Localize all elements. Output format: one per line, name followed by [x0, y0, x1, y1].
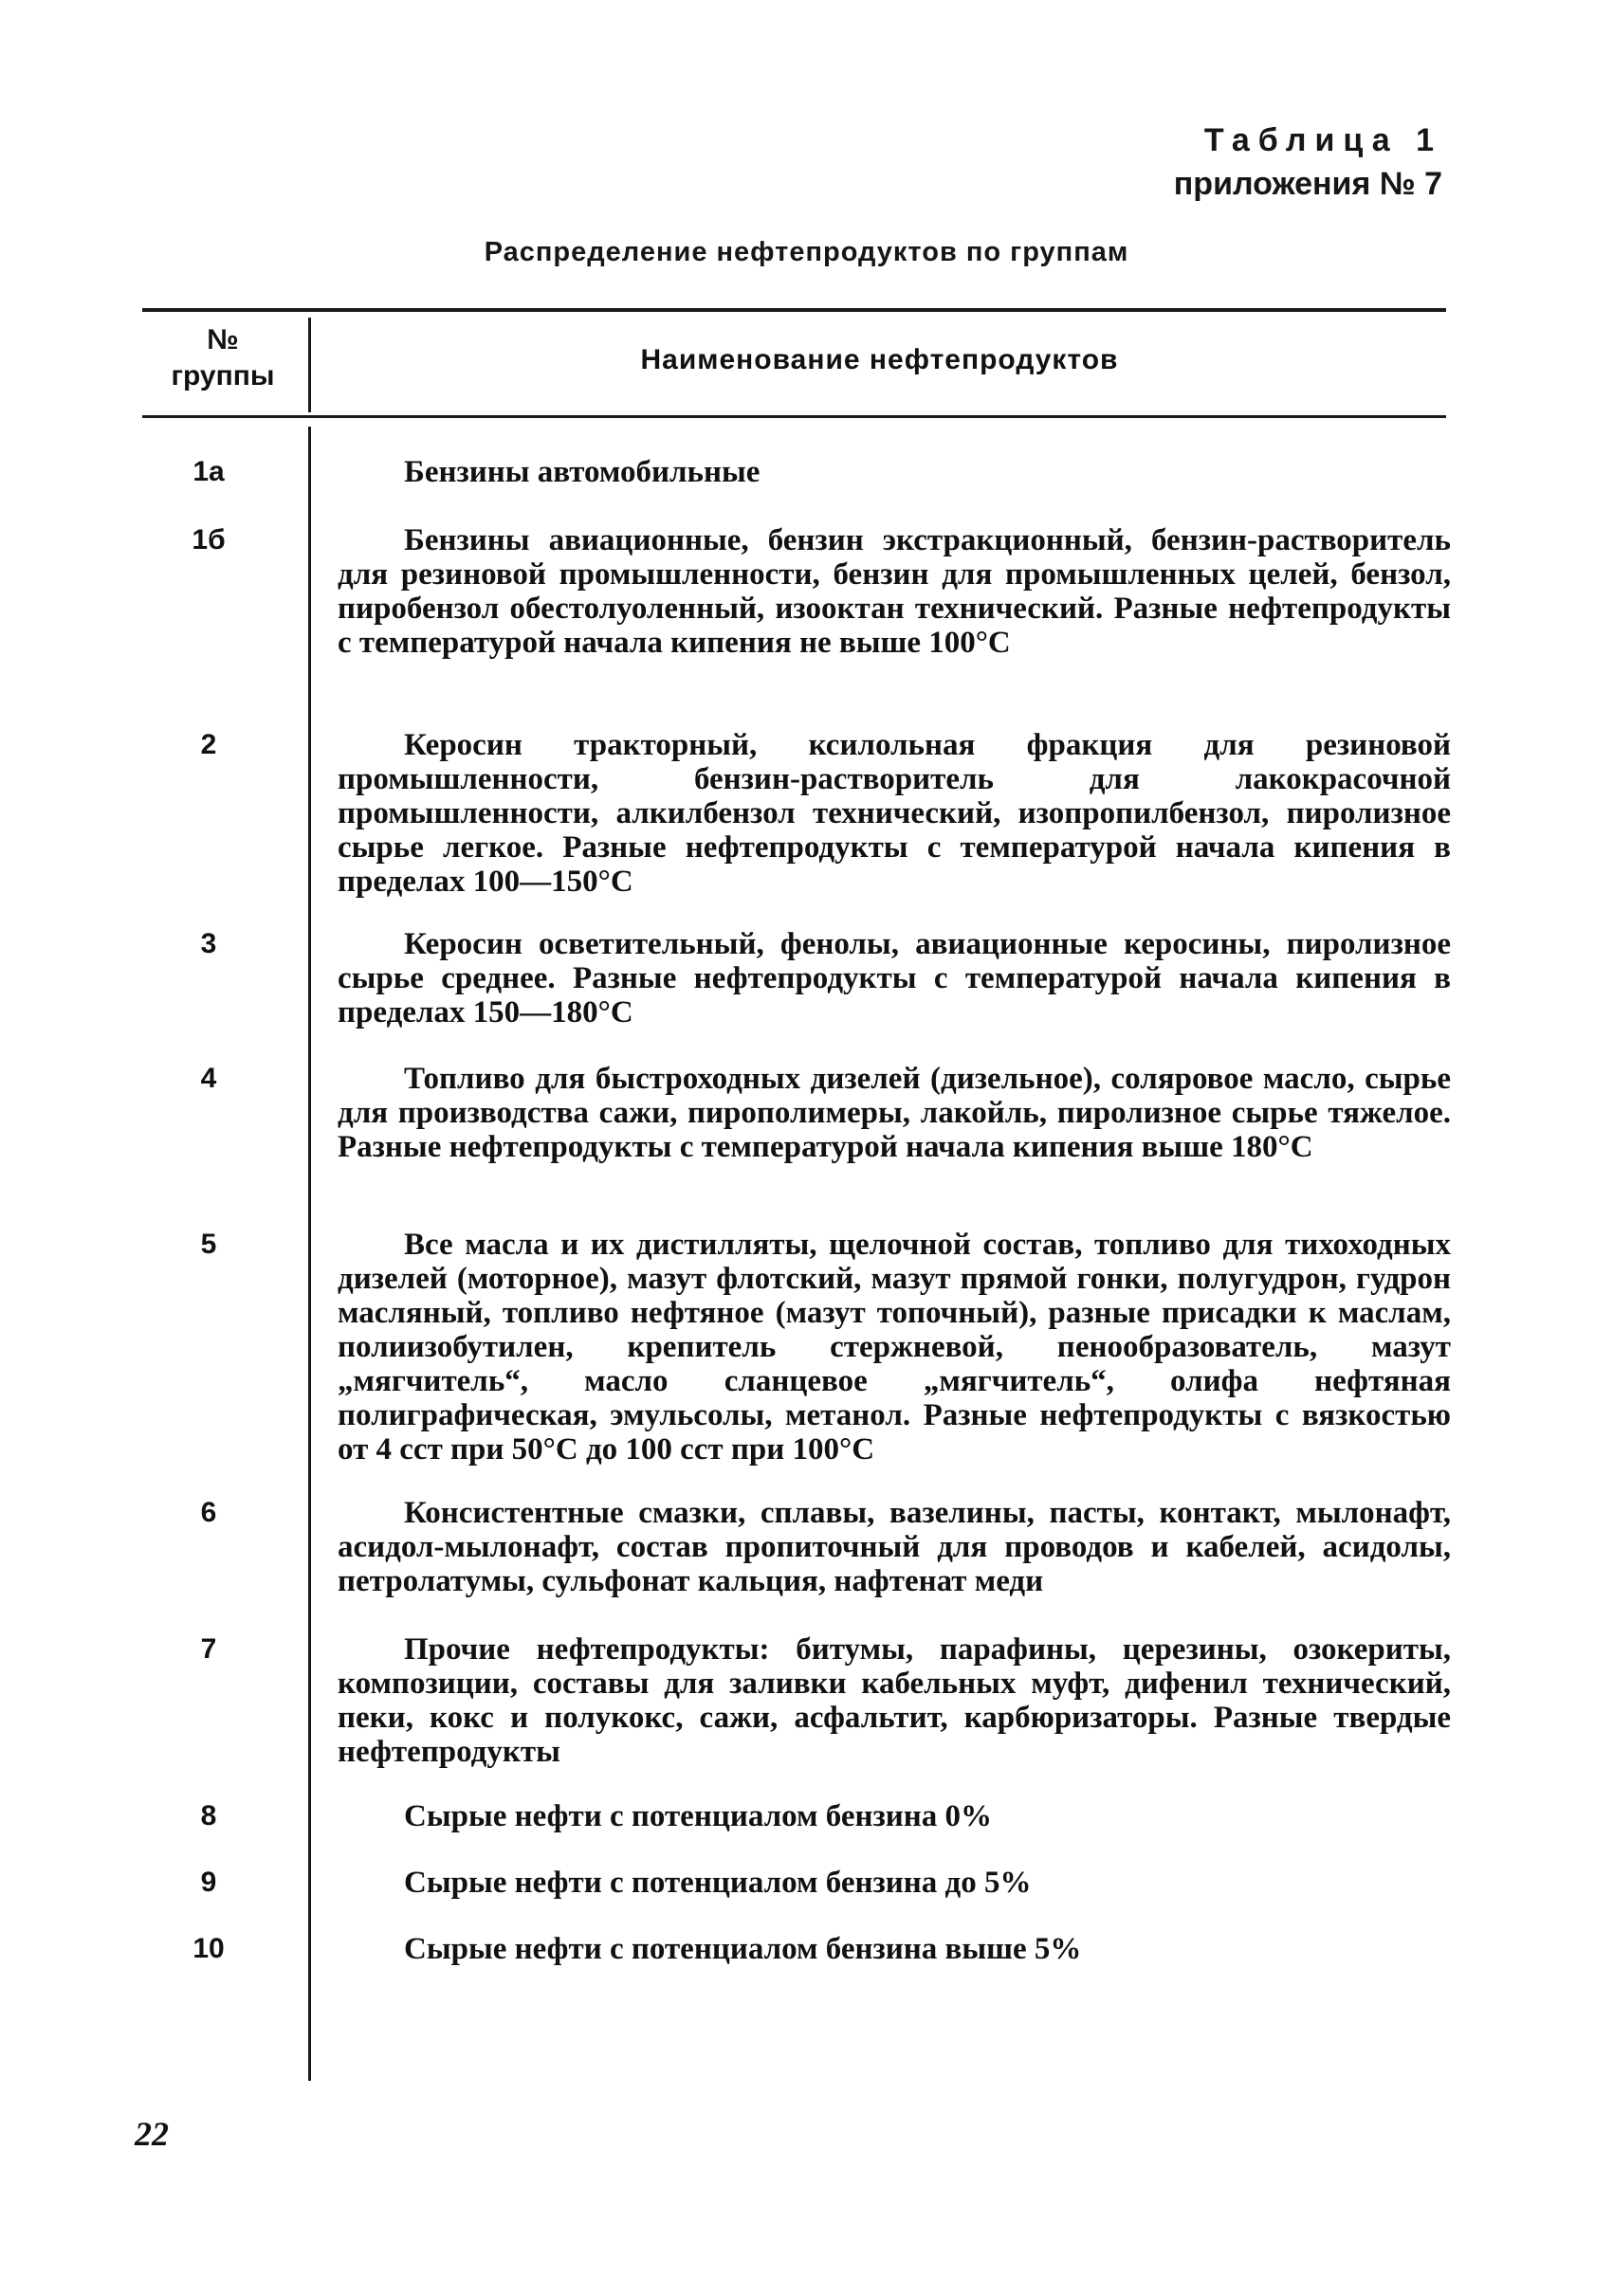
product-description: Все масла и их дистилляты, щелочной состав, топливо для тихоходных дизелей (моторное), мазут флотский, мазут прямой гонки, полугудрон, гудрон масляный, топливо нефтяное (мазут топочный), разные присадки к маслам, полиизобутилен, крепитель стержневой, пенообразователь, мазут „мягчитель“, масло сланцевое „мягчитель“, олифа нефтяная полиграфическая, эмульсолы, метанол. Разные нефтепродукты с вязкостью от 4 сст при 50°С до 100 сст при 100°С [338, 1228, 1451, 1467]
column-header-group-number [142, 322, 303, 394]
product-description: Консистентные смазки, сплавы, вазелины, пасты, контакт, мылонафт, асидол-мылонафт, состав пропиточный для проводов и кабелей, асидолы, петролатумы, сульфонат кальция, нафтенат меди [338, 1496, 1451, 1598]
product-description: Топливо для быстроходных дизелей (дизельное), соляровое масло, сырье для производства сажи, пирополимеры, лакойль, пиролизное сырье тяжелое. Разные нефтепродукты с температурой начала кипения выше 180°С [338, 1062, 1451, 1164]
product-description: Сырые нефти с потенциалом бензина до 5% [404, 1866, 1032, 1900]
table-header-rule [142, 415, 1446, 418]
group-number: 9 [200, 1867, 217, 1898]
body-column-divider [308, 427, 311, 2081]
table-caption [1174, 118, 1442, 206]
group-number: 1а [192, 456, 225, 487]
column-header-product-name: Наименование нефтепродуктов [640, 344, 1119, 375]
group-number: 6 [200, 1497, 217, 1528]
page-number: 22 [135, 2115, 169, 2153]
column-header-group-word: группы [171, 360, 275, 392]
group-number: 7 [200, 1633, 217, 1665]
product-description: Сырые нефти с потенциалом бензина выше 5% [404, 1932, 1082, 1966]
column-header-number-sign: № [207, 324, 239, 355]
group-number: 5 [200, 1229, 217, 1260]
document-title: Распределение нефтепродуктов по группам [484, 237, 1129, 267]
group-number: 4 [200, 1063, 217, 1094]
group-number: 3 [200, 928, 217, 959]
table-caption-number: Таблица 1 [1203, 122, 1442, 158]
group-number: 8 [200, 1800, 217, 1831]
product-description: Керосин осветительный, фенолы, авиационные керосины, пиролизное сырье среднее. Разные нефтепродукты с температурой начала кипения в пределах 150—180°С [338, 927, 1451, 1030]
product-description: Сырые нефти с потенциалом бензина 0% [404, 1799, 993, 1833]
header-column-divider [308, 318, 311, 412]
group-number: 1б [192, 524, 226, 556]
group-number: 10 [192, 1933, 225, 1964]
product-description: Прочие нефтепродукты: битумы, парафины, церезины, озокериты, композиции, составы для заливки кабельных муфт, дифенил технический, пеки, кокс и полукокс, сажи, асфальтит, карбюризаторы. Разные твердые нефтепродукты [338, 1632, 1451, 1769]
product-description: Бензины автомобильные [404, 455, 761, 489]
product-description: Бензины авиационные, бензин экстракционный, бензин-растворитель для резиновой промышленности, бензин для промышленных целей, бензол, пиробензол обестолуоленный, изооктан технический. Разные нефтепродукты с температурой начала кипения не выше 100°С [338, 523, 1451, 660]
group-number: 2 [200, 729, 217, 760]
product-description: Керосин тракторный, ксилольная фракция для резиновой промышленности, бензин-растворитель для лакокрасочной промышленности, алкилбензол технический, изопропилбензол, пиролизное сырье легкое. Разные нефтепродукты с температурой начала кипения в пределах 100—150°С [338, 728, 1451, 899]
table-top-rule [142, 308, 1446, 312]
table-caption-appendix: приложения № 7 [1173, 166, 1442, 202]
